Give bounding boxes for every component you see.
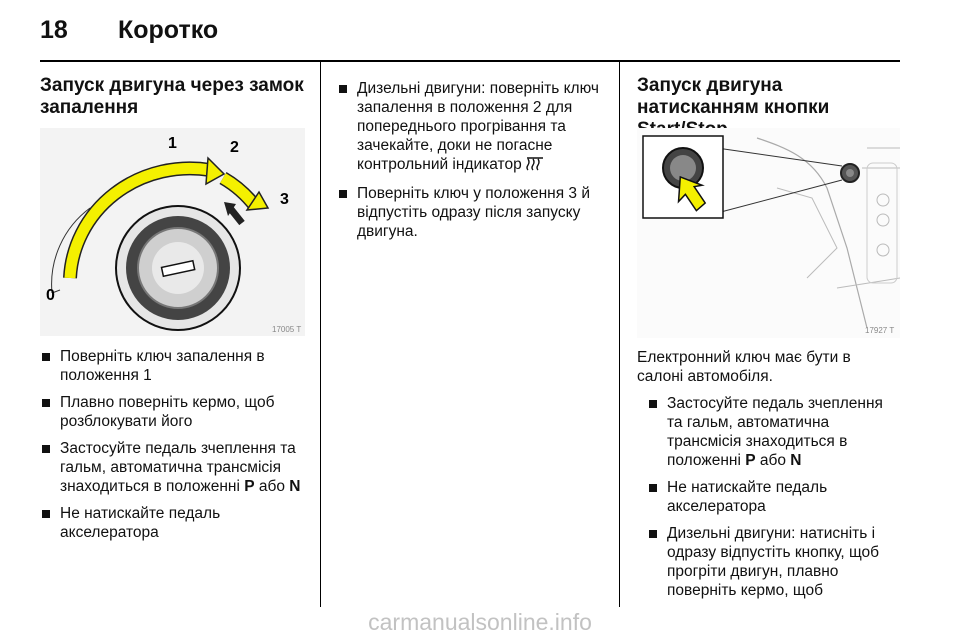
figure-code: 17005 T: [272, 325, 302, 334]
column-1: [40, 75, 310, 119]
figure-code: 17927 T: [865, 326, 895, 335]
position-label-3: 3: [280, 191, 289, 208]
column-divider-2: [619, 62, 620, 607]
intro-paragraph: Електронний ключ має бути в салоні автомобіля.: [637, 349, 851, 385]
glow-plug-icon: [526, 157, 544, 176]
list-item: Поверніть ключ у положення 3 й відпустіть одразу після запуску двигуна.: [337, 184, 607, 241]
list-item: Застосуйте педаль зчеплення та гальм, автоматична трансмісія знаходиться в положенні P або N: [647, 394, 901, 470]
ignition-lock-figure: [40, 128, 305, 336]
page-title: Коротко: [118, 16, 219, 44]
header-rule: [40, 60, 900, 62]
section-heading-ignition: Запуск двигуна через замок запалення: [40, 75, 304, 118]
position-label-1: 1: [168, 135, 177, 152]
watermark: carmanualsonline.info: [368, 609, 592, 635]
list-item: Застосуйте педаль зчеплення та гальм, автоматична трансмісія знаходиться в положенні P або N: [40, 439, 312, 496]
list-item: Дизельні двигуни: поверніть ключ запалення в положення 2 для попереднього прогрівання та зачекайте, доки не погасне контрольний індикатор: [337, 79, 607, 176]
start-stop-illustration: [637, 128, 900, 338]
start-stop-figure: [637, 128, 900, 338]
position-label-0: 0: [46, 287, 55, 304]
page-number: 18: [40, 16, 68, 44]
arrow-0-1-head: [206, 158, 224, 184]
column-divider-1: [320, 62, 321, 607]
start-stop-text: [637, 348, 901, 608]
ignition-steps-list: [40, 347, 312, 550]
position-label-2: 2: [230, 139, 239, 156]
ignition-lock-illustration: [40, 128, 305, 336]
diesel-steps-list: [337, 79, 607, 249]
section-heading-start-stop: Запуск двигуна натисканням кнопки: [637, 75, 830, 118]
list-item: Не натискайте педаль акселератора: [647, 478, 901, 516]
list-item: Дизельні двигуни: натисніть і одразу відпустіть кнопку, щоб прогріти двигун, плавно поверніть кермо, щоб: [647, 524, 901, 600]
list-item: Плавно поверніть кермо, щоб розблокувати його: [40, 393, 312, 431]
list-item: Поверніть ключ запалення в положення 1: [40, 347, 312, 385]
start-stop-steps-list: [647, 394, 901, 600]
list-item: Не натискайте педаль акселератора: [40, 504, 312, 542]
